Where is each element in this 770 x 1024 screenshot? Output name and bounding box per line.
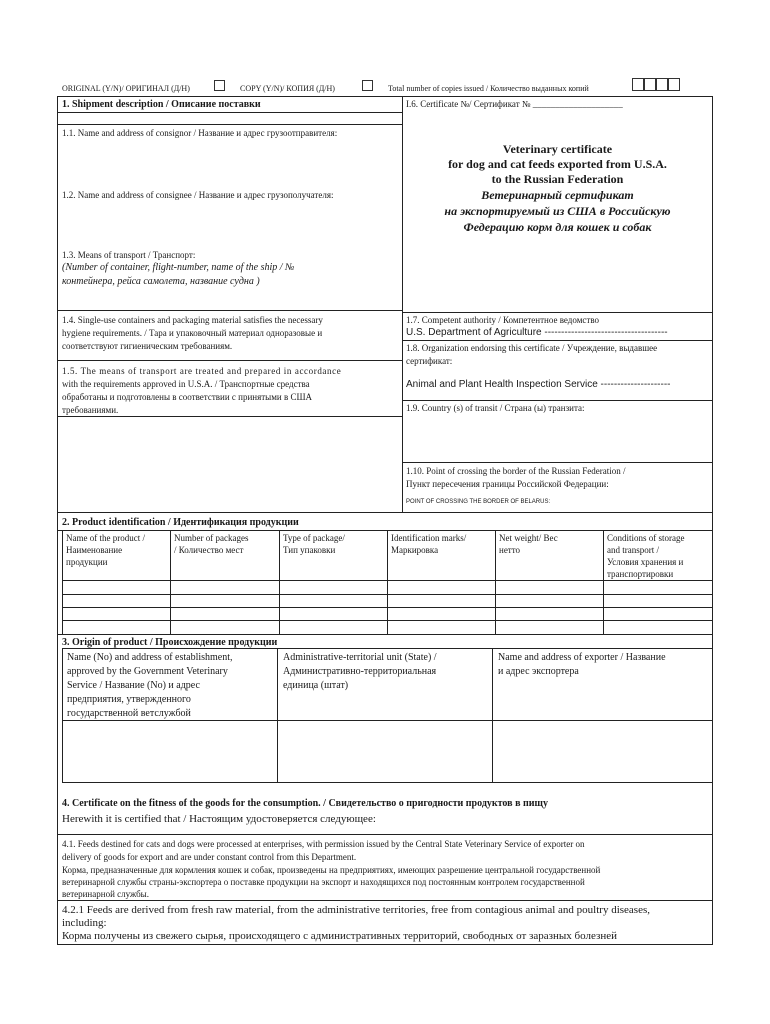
para-4-2-line3: Корма получены из свежего сырья, происходящего с административных территорий, свободных от заразных болезней bbox=[62, 930, 617, 942]
col-establishment: Name (No) and address of establishment, approved by the Government Veterinary Service / Название (No) и адрес предприятия, утвержденного государственной ветслужбой bbox=[67, 652, 233, 719]
containers-line2: hygiene requirements. / Тара и упаковочный материал одноразовые и bbox=[62, 328, 323, 338]
means-line2: with the requirements approved in U.S.A. / Транспортные средства bbox=[62, 379, 310, 389]
copy-checkbox[interactable] bbox=[362, 80, 373, 91]
border-value: POINT OF CROSSING THE BORDER OF BELARUS: bbox=[406, 499, 551, 505]
col-identification-marks: Identification marks/ Маркировка bbox=[391, 533, 467, 555]
para-4-1-line1: 4.1. Feeds destined for cats and dogs were processed at enterprises, with permission issued by the Central State Veterinary Service of exporter on bbox=[62, 839, 585, 849]
certificate-number-field[interactable]: I.6. Certificate №/ Сертификат № ____________________ bbox=[406, 99, 623, 109]
organization-line1: 1.8. Organization endorsing this certificate / Учреждение, выдавшее bbox=[406, 343, 658, 353]
col-number-packages: Number of packages / Количество мест bbox=[174, 533, 249, 555]
para-4-1-line5: ветеринарной службы. bbox=[62, 889, 149, 899]
containers-line3: соответствуют гигиеническим требованиям. bbox=[62, 341, 233, 351]
certificate-title bbox=[403, 142, 712, 235]
border-line2: Пункт пересечения границы Российской Федерации: bbox=[406, 479, 609, 489]
section2-heading: 2. Product identification / Идентификация продукции bbox=[62, 517, 299, 528]
total-copies-label: Total number of copies issued / Количество выданных копий bbox=[388, 84, 589, 93]
copy-label: COPY (Y/N)/ КОПИЯ (Д/Н) bbox=[240, 84, 335, 93]
title-en-line1: Veterinary certificate bbox=[502, 142, 613, 156]
transport-label: 1.3. Means of transport / Транспорт: bbox=[62, 250, 196, 260]
para-4-1-line4: ветеринарной службы страны-экспортера о поставке продукции на экспорт и находящихся под постоянным контролем государственной bbox=[62, 877, 585, 887]
copies-box-3[interactable] bbox=[656, 78, 668, 91]
col-net-weight: Net weight/ Вес нетто bbox=[499, 533, 558, 555]
para-4-2-line1: 4.2.1 Feeds are derived from fresh raw material, from the administrative territories, free from contagious animal and poultry diseases, bbox=[62, 904, 650, 916]
copies-box-1[interactable] bbox=[632, 78, 644, 91]
consignor-label: 1.1. Name and address of consignor / Название и адрес грузоотправителя: bbox=[62, 128, 338, 138]
organization-line2: сертификат: bbox=[406, 356, 453, 366]
means-line3: обработаны и подготовлены в соответствии с принятыми в США bbox=[62, 392, 313, 402]
section1-heading: 1. Shipment description / Описание поставки bbox=[62, 99, 261, 110]
transport-note-line1: (Number of container, flight-number, name of the ship / № bbox=[62, 262, 295, 273]
means-line1: 1.5. The means of transport are treated and prepared in accordance bbox=[62, 366, 342, 376]
authority-value: U.S. Department of Agriculture ------------------------------------- bbox=[406, 327, 668, 338]
col-territorial-unit: Administrative-territorial unit (State) / Административно-территориальная единица (штат) bbox=[283, 652, 437, 691]
section3-heading: 3. Origin of product / Происхождение продукции bbox=[62, 637, 278, 648]
organization-value: Animal and Plant Health Inspection Service --------------------- bbox=[406, 379, 671, 390]
border-line1: 1.10. Point of crossing the border of the Russian Federation / bbox=[406, 466, 626, 476]
title-ru-line3: Федерацию корм для кошек и собак bbox=[463, 220, 652, 234]
title-ru-line1: Ветеринарный сертификат bbox=[481, 188, 634, 202]
transport-note-line2: контейнера, рейса самолета, название судна ) bbox=[62, 276, 260, 287]
section4-intro: Herewith it is certified that / Настоящим удостоверяется следующее: bbox=[62, 813, 376, 825]
authority-label: 1.7. Competent authority / Компетентное ведомство bbox=[406, 315, 600, 325]
section4-heading: 4. Certificate on the fitness of the goods for the consumption. / Свидетельство о пригодности продуктов в пищу bbox=[62, 798, 548, 809]
consignee-label: 1.2. Name and address of consignee / Название и адрес грузополучателя: bbox=[62, 190, 334, 200]
col-type-package: Type of package/ Тип упаковки bbox=[283, 533, 345, 555]
title-en-line3: to the Russian Federation bbox=[491, 172, 624, 186]
title-ru-line2: на экспортируемый из США в Российскую bbox=[444, 204, 671, 218]
means-line4: требованиями. bbox=[62, 405, 119, 415]
original-checkbox[interactable] bbox=[214, 80, 225, 91]
title-en-line2: for dog and cat feeds exported from U.S.A. bbox=[448, 157, 667, 171]
col-product-name: Name of the product / Наименование продукции bbox=[66, 533, 145, 567]
para-4-1-line3: Корма, предназначенные для кормления кошек и собак, произведены на предприятиях, имеющих разрешение центральной государственной bbox=[62, 865, 601, 875]
copies-box-4[interactable] bbox=[668, 78, 680, 91]
col-storage-conditions: Conditions of storage and transport / Условия хранения и транспортировки bbox=[607, 533, 685, 579]
para-4-2-line2: including: bbox=[62, 917, 107, 929]
para-4-1-line2: delivery of goods for export and are under constant control from this Department. bbox=[62, 852, 357, 862]
copies-box-2[interactable] bbox=[644, 78, 656, 91]
original-label: ORIGINAL (Y/N)/ ОРИГИНАЛ (Д/Н) bbox=[62, 84, 190, 93]
transit-label: 1.9. Country (s) of transit / Страна (ы) транзита: bbox=[406, 403, 585, 413]
col-exporter: Name and address of exporter / Название и адрес экспортера bbox=[498, 652, 666, 677]
containers-line1: 1.4. Single-use containers and packaging material satisfies the necessary bbox=[62, 315, 323, 325]
